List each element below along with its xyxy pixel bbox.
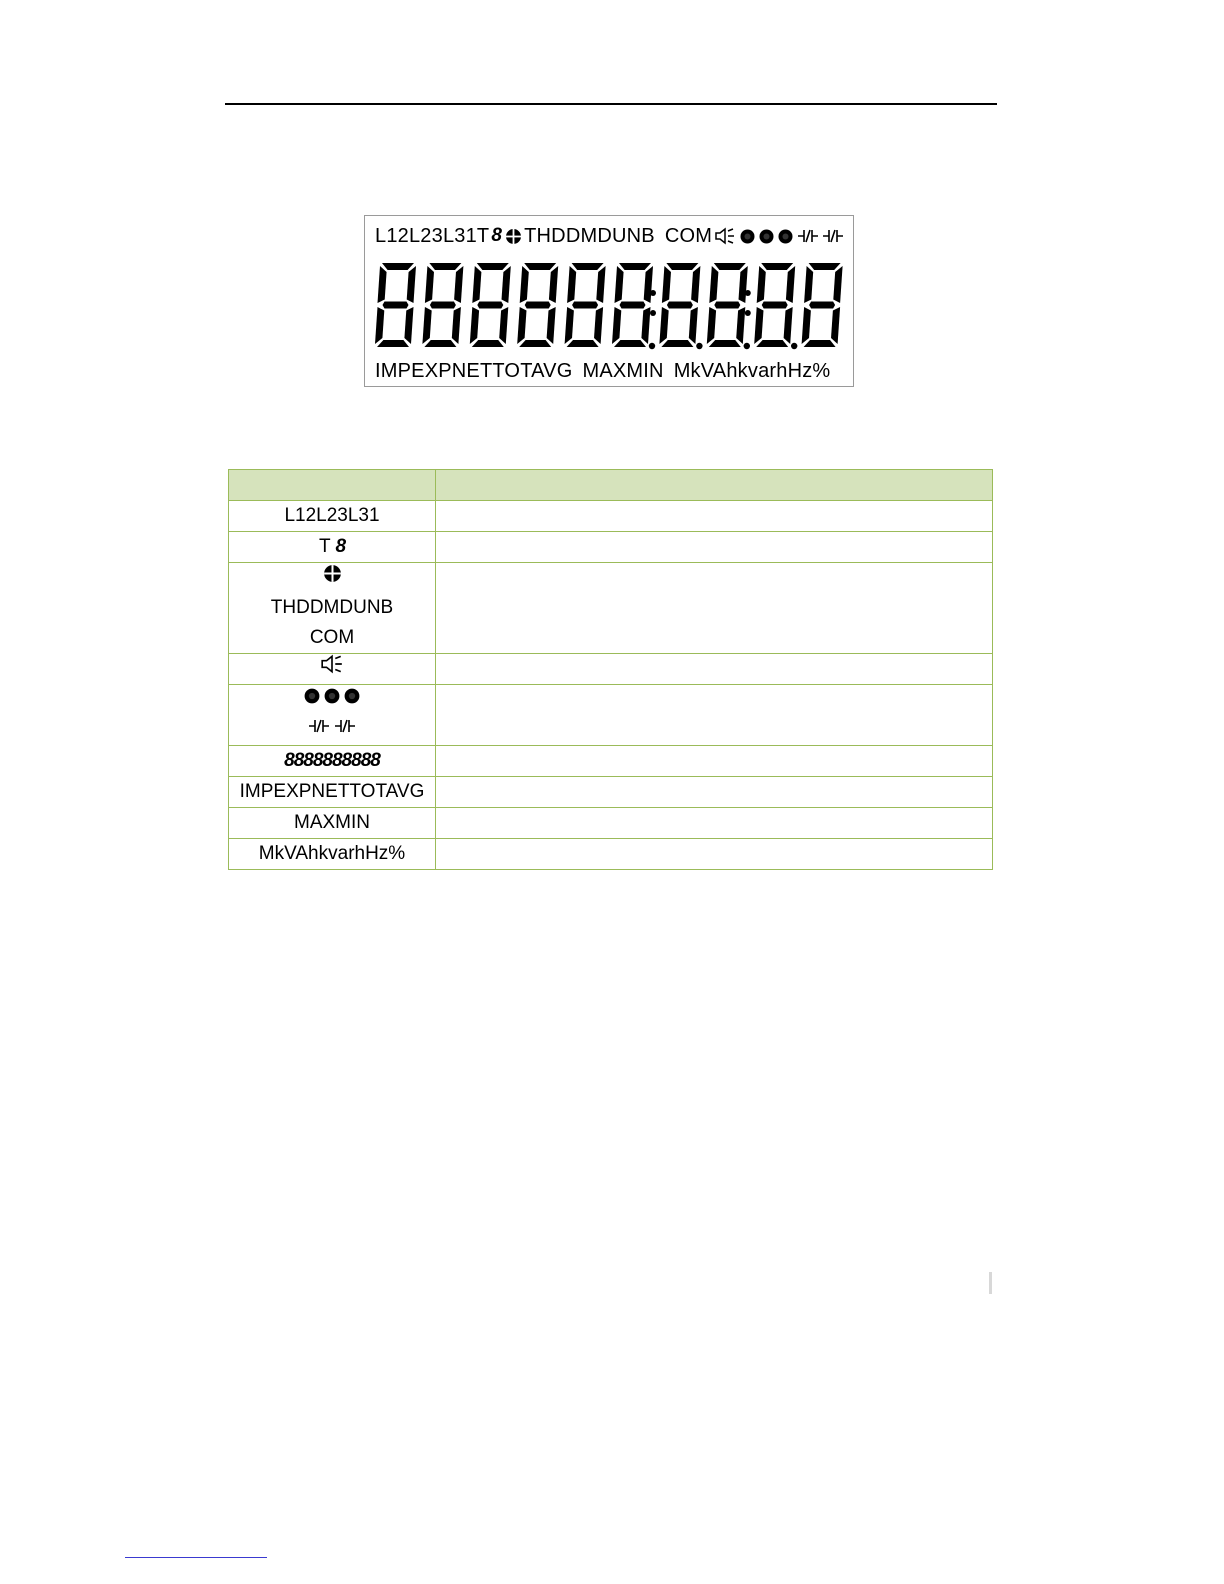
- lcd-segment: [547, 307, 556, 344]
- lcd-segment: [644, 266, 653, 303]
- table-row: [229, 808, 993, 839]
- lcd-segment: [762, 302, 788, 309]
- table-cell-label: [229, 685, 436, 746]
- table-cell-desc: [436, 532, 993, 563]
- table-cell-desc: [436, 746, 993, 777]
- table-cell-desc: [436, 654, 993, 685]
- lcd-phase-label: L12L23L31: [375, 224, 477, 247]
- table-cell-desc: [436, 563, 993, 654]
- switch-icon: [308, 715, 330, 745]
- lcd-segment: [404, 307, 413, 344]
- table-cell-label: [229, 563, 436, 654]
- lcd-segment: [809, 302, 835, 309]
- lcd-segment: [761, 263, 793, 270]
- table-cell-label: MkVAhkvarhHz%: [229, 839, 436, 870]
- dot-icon: [343, 685, 361, 715]
- table-cell-desc: [436, 685, 993, 746]
- dot-icon: [777, 228, 794, 245]
- table-cell-label: MAXMIN: [229, 808, 436, 839]
- lcd-segment: [736, 307, 745, 344]
- lcd-segment: [502, 266, 511, 303]
- table-cell-label: L12L23L31: [229, 501, 436, 532]
- lcd-segment: [572, 302, 598, 309]
- lcd-segment: [714, 302, 740, 309]
- lcd-bottom-row: [375, 358, 830, 384]
- lcd-top-row: [375, 222, 844, 250]
- lcd-colon-dot: [745, 310, 751, 316]
- lcd-segment: [833, 266, 842, 303]
- lcd-segment: [454, 266, 463, 303]
- lcd-segment: [804, 266, 813, 303]
- lcd-segment: [472, 266, 481, 303]
- lcd-t-digit: 8: [491, 225, 503, 246]
- lcd-segment: [661, 340, 693, 347]
- lcd-digit: [707, 263, 751, 349]
- footer-link-underline: [125, 1557, 267, 1558]
- lcd-segment: [425, 266, 434, 303]
- lcd-digit: [375, 263, 416, 347]
- lcd-com-label: COM: [664, 224, 713, 247]
- lcd-segment: [567, 340, 599, 347]
- lcd-segment: [666, 263, 698, 270]
- table-row: [229, 654, 993, 685]
- lcd-segment: [382, 263, 414, 270]
- globe-icon: [323, 563, 342, 593]
- dot-icon: [739, 228, 756, 245]
- switch-icon: [822, 227, 844, 245]
- lcd-legend-table: [228, 469, 993, 870]
- lcd-bottom-right-label: MkVAhkvarhHz%: [673, 359, 831, 382]
- lcd-segment: [407, 266, 416, 303]
- lcd-segment: [567, 266, 576, 303]
- lcd-segment: [596, 266, 605, 303]
- lcd-display: [364, 215, 854, 387]
- table-row: [229, 839, 993, 870]
- lcd-segment: [831, 307, 840, 344]
- lcd-digit: [517, 263, 558, 347]
- lcd-segment: [620, 302, 646, 309]
- lcd-colon-dot: [745, 290, 751, 296]
- dot-icon: [758, 228, 775, 245]
- table-cell-desc: [436, 808, 993, 839]
- lcd-segment: [739, 266, 748, 303]
- table-cell-label: IMPEXPNETTOTAVG: [229, 777, 436, 808]
- lcd-segment: [565, 307, 574, 344]
- table-cell-desc: [436, 501, 993, 532]
- lcd-segment: [378, 266, 387, 303]
- table-row: [229, 746, 993, 777]
- table-header-row: [229, 470, 993, 501]
- lcd-digit: [470, 263, 511, 347]
- lcd-segment: [809, 263, 841, 270]
- lcd-segment: [549, 266, 558, 303]
- lcd-segment: [499, 307, 508, 344]
- globe-icon: [505, 228, 522, 245]
- table-row: [229, 532, 993, 563]
- lcd-t-label: T: [476, 224, 490, 247]
- lcd-decimal-point: [791, 343, 797, 349]
- table-cell-label: [229, 532, 436, 563]
- table-header-cell: [436, 470, 993, 501]
- label-line: COM: [309, 627, 355, 648]
- lcd-segment: [452, 307, 461, 344]
- lcd-segment: [424, 340, 456, 347]
- lcd-segment: [520, 266, 529, 303]
- lcd-digit: [754, 263, 797, 349]
- lcd-segment: [422, 307, 431, 344]
- label-line: THDDMDUNB: [270, 597, 394, 618]
- lcd-segment: [689, 307, 698, 344]
- lcd-segment: [383, 302, 409, 309]
- lcd-segment: [519, 340, 551, 347]
- lcd-digit: [659, 263, 702, 349]
- lcd-digit: [802, 263, 843, 347]
- table-row: [229, 501, 993, 532]
- lcd-segment: [804, 340, 836, 347]
- table-row: [229, 777, 993, 808]
- dot-icon: [323, 685, 341, 715]
- lcd-segment: [691, 266, 700, 303]
- table-row: [229, 685, 993, 746]
- lcd-segment: [525, 302, 551, 309]
- lcd-segment: [477, 302, 503, 309]
- lcd-segment: [786, 266, 795, 303]
- table-row: [229, 563, 993, 654]
- lcd-segment: [477, 263, 509, 270]
- lcd-segment: [619, 263, 651, 270]
- speaker-icon: [320, 654, 344, 684]
- speaker-icon: [714, 227, 736, 245]
- lcd-segment: [375, 307, 384, 344]
- lcd-segment: [709, 340, 741, 347]
- table-cell-label: [229, 746, 436, 777]
- lcd-digit: [422, 263, 463, 347]
- lcd-colon-dot: [650, 310, 656, 316]
- lcd-segment: [756, 340, 788, 347]
- switch-icon: [797, 227, 819, 245]
- lcd-segment: [614, 340, 646, 347]
- t-label: T: [318, 536, 331, 557]
- table-cell-desc: [436, 777, 993, 808]
- lcd-segment: [470, 307, 479, 344]
- digits-label: 8888888888: [284, 750, 380, 771]
- header-rule: [225, 103, 997, 105]
- lcd-mid-label: THDDMDUNB: [524, 224, 655, 247]
- lcd-segment: [714, 263, 746, 270]
- lcd-segment: [472, 340, 504, 347]
- lcd-decimal-point: [696, 343, 702, 349]
- table-header-cell: [229, 470, 436, 501]
- table-cell-label: [229, 654, 436, 685]
- lcd-segment: [377, 340, 409, 347]
- lcd-segment: [659, 307, 668, 344]
- lcd-segment: [709, 266, 718, 303]
- lcd-segment: [517, 307, 526, 344]
- lcd-digit: [612, 263, 656, 349]
- lcd-segment: [429, 263, 461, 270]
- lcd-segment: [572, 263, 604, 270]
- table-cell-desc: [436, 839, 993, 870]
- lcd-segment: [802, 307, 811, 344]
- lcd-segment: [754, 307, 763, 344]
- lcd-digit: [565, 263, 606, 347]
- lcd-seven-segment-digits: [373, 260, 847, 350]
- lcd-segment: [667, 302, 693, 309]
- lcd-bottom-mid-label: MAXMIN: [582, 359, 664, 382]
- lcd-segment: [662, 266, 671, 303]
- lcd-segment: [615, 266, 624, 303]
- dot-icon: [303, 685, 321, 715]
- t-digit: 8: [335, 536, 346, 557]
- lcd-colon-dot: [650, 290, 656, 296]
- lcd-decimal-point: [649, 343, 655, 349]
- lcd-segment: [612, 307, 621, 344]
- lcd-segment: [707, 307, 716, 344]
- lcd-segment: [757, 266, 766, 303]
- lcd-segment: [594, 307, 603, 344]
- lcd-segment: [784, 307, 793, 344]
- switch-icon: [334, 715, 356, 745]
- lcd-segment: [641, 307, 650, 344]
- lcd-decimal-point: [744, 343, 750, 349]
- lcd-segment: [430, 302, 456, 309]
- page-edge-mark: [989, 1272, 992, 1294]
- lcd-segment: [524, 263, 556, 270]
- lcd-bottom-left-label: IMPEXPNETTOTAVG: [375, 359, 573, 382]
